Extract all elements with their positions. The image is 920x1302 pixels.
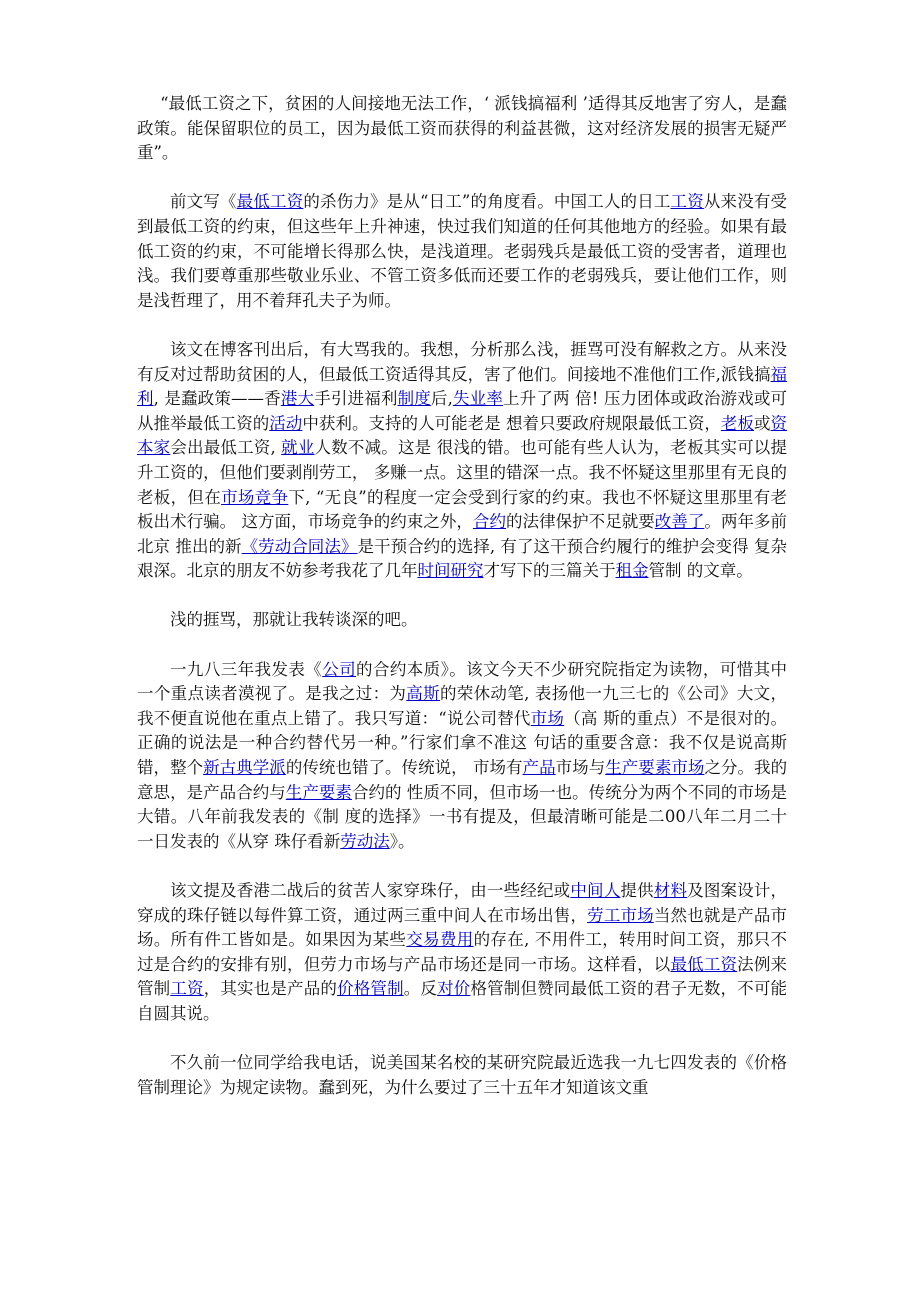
text-run: 会出最低工资, (170, 438, 282, 458)
keyword-link[interactable]: 制度 (397, 389, 431, 409)
keyword-link[interactable]: 工资 (670, 192, 704, 212)
text-run: 。反 (403, 979, 438, 999)
text-run: 的荣休动笔, 表扬他一九三七的《公司》大文，我不便直说他在重点上错了。我只写道：“说公司替代 (137, 684, 788, 728)
keyword-link[interactable]: 老板 (720, 413, 754, 433)
keyword-link[interactable]: 工资 (170, 979, 204, 999)
paragraph-p3 (137, 338, 787, 584)
keyword-link[interactable]: 市场竞争 (221, 487, 289, 507)
text-run: 的法律保护不足就要 (506, 512, 655, 532)
keyword-link[interactable]: 新古典学派 (203, 758, 286, 778)
keyword-link[interactable]: 最低工资 (236, 192, 304, 212)
text-run: 之分。我的意思，是产品合约与 (137, 758, 788, 802)
text-run: 浅的捱骂，那就让我转谈深的吧。 (170, 610, 418, 630)
paragraph-p6 (137, 879, 787, 1027)
text-run: 当然也就是产品市场。所有件工皆如是。如果因为某些 (137, 905, 788, 950)
text-run: 手引进福利 (314, 389, 398, 409)
keyword-link[interactable]: 活动 (269, 413, 303, 433)
keyword-link[interactable]: 福利 (137, 364, 787, 409)
text-run: 人数不减。这是 很浅的错。也可能有些人认为，老板其实可以提升工资的，但他们要剥削劳工， 多赚一点。这里的错深一点。我不怀疑这里那里有无良的老板，但在 (137, 438, 787, 507)
text-run: ，其实也是产品的 (203, 979, 338, 999)
text-run: 前文写《 (170, 192, 237, 212)
paragraph-p7 (137, 1051, 787, 1100)
text-run: 。两年多前北京 推出的新 (137, 512, 788, 556)
keyword-link[interactable]: 交易费用 (406, 930, 474, 950)
text-run: 市场与 (555, 758, 606, 778)
text-run: 法例来管制 (137, 954, 788, 999)
keyword-link[interactable]: 生产要素 (285, 782, 352, 802)
text-run: 提供 (620, 881, 654, 900)
keyword-link[interactable]: 合约 (472, 512, 506, 532)
keyword-link[interactable]: 高斯 (406, 684, 440, 704)
text-run: “最低工资之下，贫困的人间接地无法工作，‘ 派钱搞福利 ’适得其反地害了穷人，是蠢政策。能保留职位的员工，因为最低工资而获得的利益甚微，这对经济发展的损害无疑严重”。 (137, 94, 787, 163)
keyword-link[interactable]: 中间人 (570, 881, 621, 900)
text-run: 合约的 性质不同，但市场一也。传统分为两个不同的市场是大错。八年前我发表的《制 度的选择》一书有提及，但最清晰可能是二00八年二月二十一日发表的《从穿 珠仔看新 (137, 782, 788, 851)
keyword-link[interactable]: 《劳动合同法》 (241, 536, 358, 556)
text-run: , 是蠢政策——香 (153, 389, 281, 409)
keyword-link[interactable]: 生产要素市场 (605, 758, 705, 778)
text-run: 的存在, 不用件工，转用时间工资，那只不过是合约的安排有别，但劳力市场与产品市场还是同一市场。这样看，以 (137, 930, 788, 974)
text-run: 才写下的三篇关于 (483, 561, 616, 581)
text-run: 下, “无良”的程度一定会受到行家的约束。我也不怀疑这里那里有老板出术行骗。 这方面，市场竞争的约束之外， (137, 487, 787, 532)
text-run: 是干预合约的选择, 有了这干预合约履行的维护会变得 复杂艰深。北京的朋友不妨参考我花了几年 (137, 536, 788, 581)
paragraph-p5 (137, 658, 787, 855)
text-run: 管制 的文章。 (648, 561, 753, 581)
text-run: 该文提及香港二战后的贫苦人家穿珠仔，由一些经纪或 (170, 881, 571, 900)
paragraph-p2 (137, 190, 787, 313)
text-run: 不久前一位同学给我电话，说美国某名校的某研究院最近选我一九七四发表的《价格管制理论》为规定读物。蠢到死，为什么要过了三十五年才知道该文重 (137, 1053, 787, 1097)
keyword-link[interactable]: 劳工市场 (587, 905, 654, 925)
keyword-link[interactable]: 港大 (280, 389, 315, 409)
keyword-link[interactable]: 时间研究 (417, 561, 484, 581)
keyword-link[interactable]: 就业 (281, 438, 315, 458)
paragraph-p4 (137, 608, 787, 633)
keyword-link[interactable]: 租金 (615, 561, 649, 581)
keyword-link[interactable]: 改善了 (654, 512, 705, 532)
keyword-link[interactable]: 失业率 (452, 389, 504, 409)
keyword-link[interactable]: 产品 (522, 758, 556, 778)
keyword-link[interactable]: 资本家 (137, 413, 788, 458)
text-run: 格管制但赞同最低工资的君子无数，不可能自圆其说。 (137, 979, 788, 1023)
keyword-link[interactable]: 最低工资 (670, 954, 738, 974)
document-page (137, 92, 787, 1125)
paragraph-p1 (137, 92, 787, 166)
text-run: 上升了两 倍! 压力团体或政治游戏或可从推举最低工资的 (137, 389, 788, 433)
keyword-link[interactable]: 市场 (530, 708, 565, 728)
keyword-link[interactable]: 材料 (653, 881, 688, 900)
text-run: 的合约本质》。该文今天不少研究院指定为读物，可惜其中一个重点读者漠视了。是我之过：为 (137, 659, 788, 704)
text-run: （高 斯的重点）不是很对的。正确的说法是一种合约替代另一种。”行家们拿不准这 句话的重要含意：我不仅是说高斯错，整个 (137, 708, 788, 778)
text-run: 中获利。支持的人可能老是 想着只要政府规限最低工资， (302, 413, 721, 433)
text-run: 的传统也错了。传统说， 市场有 (285, 758, 523, 778)
text-run: 一九八三年我发表《 (170, 659, 323, 679)
keyword-link[interactable]: 对价 (437, 979, 471, 999)
text-run: 的杀伤力》是从“日工”的角度看。中国工人的日工 (303, 192, 671, 212)
text-run: 或 (754, 413, 771, 433)
text-run: 及图案设计，穿成的珠仔链以每件算工资，通过两三重中间人在市场出售， (137, 881, 788, 925)
keyword-link[interactable]: 价格管制 (337, 979, 404, 999)
text-run: 从来没有受到最低工资的约束，但这些年上升神速，快过我们知道的任何其他地方的经验。如果有最低工资的约束，不可能增长得那么快，是浅道理。老弱残兵是最低工资的受害者，道理也浅。我们要尊重那些敬业乐业、不管工资多低而还要工作的老弱残兵，要让他们工作，则是浅哲理了，用不着拜孔夫子为师。 (137, 192, 788, 310)
text-run: 》。 (389, 831, 415, 851)
text-run: 后, (430, 389, 453, 409)
text-run: 该文在博客刊出后，有大骂我的。我想，分析那么浅，捱骂可没有解救之方。从来没有反对过帮助贫困的人，但最低工资适得其反，害了他们。间接地不准他们工作,派钱搞 (137, 339, 787, 384)
keyword-link[interactable]: 劳动法 (340, 831, 390, 851)
keyword-link[interactable]: 公司 (322, 659, 357, 679)
